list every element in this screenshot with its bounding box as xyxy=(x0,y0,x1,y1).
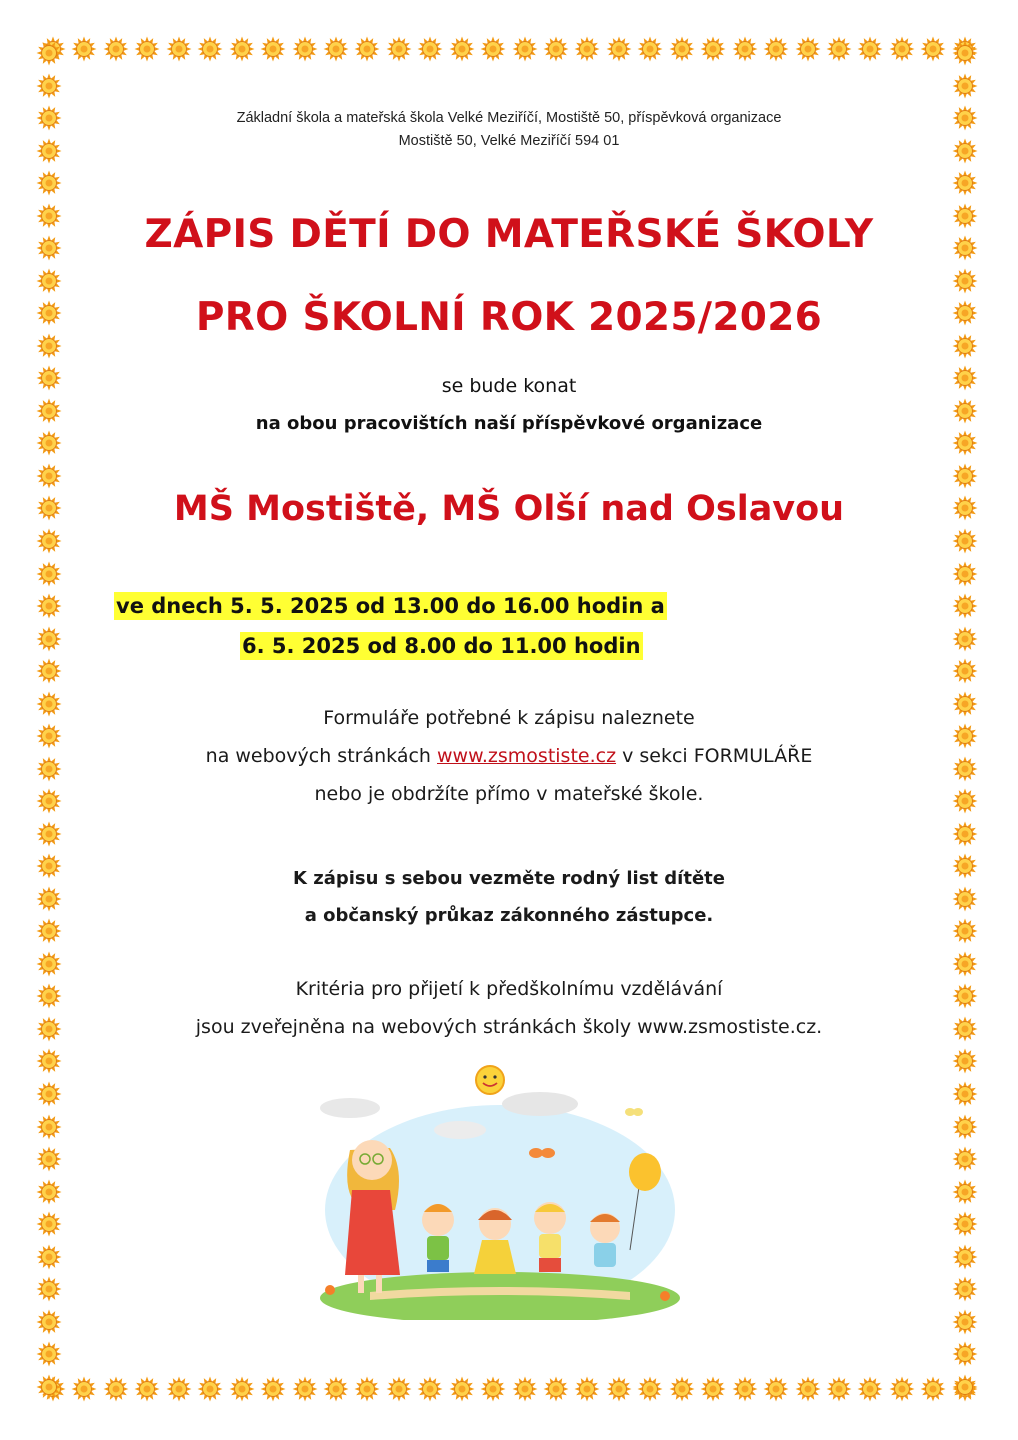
sun-border-icon xyxy=(952,268,978,294)
sun-border-icon xyxy=(952,73,978,99)
intro-org: na obou pracovištích naší příspěvkové organizace xyxy=(255,413,763,434)
cloud xyxy=(502,1092,578,1116)
sun-border-icon xyxy=(952,300,978,326)
sun-border-icon xyxy=(36,918,62,944)
sun-border-icon xyxy=(952,561,978,587)
sun-border-icon xyxy=(952,951,978,977)
sun-border-icon xyxy=(952,593,978,619)
sun-border-icon xyxy=(952,528,978,554)
sun-border-icon xyxy=(36,853,62,879)
sun-border-icon xyxy=(36,398,62,424)
sun-border-icon xyxy=(36,333,62,359)
sun-border-icon xyxy=(36,723,62,749)
sun-border-icon xyxy=(36,300,62,326)
sun-border-icon xyxy=(36,430,62,456)
school-name: Základní škola a mateřská škola Velké Meziříčí, Mostiště 50, příspěvková organizace xyxy=(236,110,782,126)
sun-border-icon xyxy=(952,626,978,652)
sun-border-icon xyxy=(952,788,978,814)
dates-line-2: 6. 5. 2025 od 8.00 do 11.00 hodin xyxy=(242,634,641,658)
sun-border-icon xyxy=(36,951,62,977)
sun-border-icon xyxy=(952,1146,978,1172)
places-heading: MŠ Mostiště, MŠ Olší nad Oslavou xyxy=(173,489,845,529)
sun-border-icon xyxy=(952,821,978,847)
sun-border-icon xyxy=(36,1114,62,1140)
sun-border-icon xyxy=(952,1048,978,1074)
sun-border-icon xyxy=(36,40,62,66)
sun-border-icon xyxy=(36,235,62,261)
butterfly-icon xyxy=(625,1108,643,1116)
flower xyxy=(325,1285,335,1295)
sun-border-icon xyxy=(36,658,62,684)
teacher-figure xyxy=(345,1140,400,1293)
sun-border-icon xyxy=(36,203,62,229)
sun-border-icon xyxy=(36,788,62,814)
sun-border-icon xyxy=(36,365,62,391)
sun-border-icon xyxy=(952,1341,978,1367)
sun-border-icon xyxy=(36,821,62,847)
sun-border-icon xyxy=(36,1146,62,1172)
intro-konat: se bude konat xyxy=(441,375,577,397)
title-line-2: PRO ŠKOLNÍ ROK 2025/2026 xyxy=(195,295,823,340)
sun-border-icon xyxy=(952,105,978,131)
sun-border-icon xyxy=(36,593,62,619)
dates-line-1: ve dnech 5. 5. 2025 od 13.00 do 16.00 hodin a xyxy=(116,594,665,618)
sun-border-icon xyxy=(952,1309,978,1335)
criteria-line-2: jsou zveřejněna na webových stránkách školy www.zsmostiste.cz. xyxy=(195,1016,823,1038)
sun-border-icon xyxy=(36,463,62,489)
sun-border-icon xyxy=(952,1374,978,1400)
sun-border-icon xyxy=(952,203,978,229)
sun-border-icon xyxy=(36,495,62,521)
criteria-line-1: Kritéria pro přijetí k předškolnímu vzdělávání xyxy=(295,978,723,1000)
sun-border-icon xyxy=(36,1244,62,1270)
sun-border-left xyxy=(36,40,66,1400)
sun-border-icon xyxy=(952,691,978,717)
sun-border-icon xyxy=(36,1081,62,1107)
sun-border-icon xyxy=(36,1309,62,1335)
children-illustration xyxy=(310,1060,690,1320)
sun-border-icon xyxy=(952,1114,978,1140)
sun-border-icon xyxy=(952,983,978,1009)
sun-border-icon xyxy=(36,561,62,587)
sun-border-icon xyxy=(952,430,978,456)
cloud xyxy=(320,1098,380,1118)
bring-line-1: K zápisu s sebou vezměte rodný list dítěte xyxy=(293,868,725,889)
forms-line-1: Formuláře potřebné k zápisu naleznete xyxy=(323,707,695,729)
sun-border-icon xyxy=(36,1211,62,1237)
sun-border-icon xyxy=(36,528,62,554)
sun-border-icon xyxy=(952,495,978,521)
sun-border-icon xyxy=(36,138,62,164)
sun-border-icon xyxy=(952,40,978,66)
sun-border-icon xyxy=(952,1016,978,1042)
sun-border-icon xyxy=(952,658,978,684)
sun-border-icon xyxy=(952,170,978,196)
flower xyxy=(660,1291,670,1301)
bring-line-2: a občanský průkaz zákonného zástupce. xyxy=(304,905,714,926)
sun-border-icon xyxy=(952,756,978,782)
sun-border-icon xyxy=(952,333,978,359)
sun-border-icon xyxy=(36,691,62,717)
sun-border-icon xyxy=(952,235,978,261)
sun-border-icon xyxy=(952,1276,978,1302)
forms-line-2-pre: na webových stránkách xyxy=(205,745,437,767)
sun-border-icon xyxy=(36,105,62,131)
sun-border-icon xyxy=(952,886,978,912)
sun-border-icon xyxy=(36,1341,62,1367)
sun-border-icon xyxy=(36,756,62,782)
forms-line-3: nebo je obdržíte přímo v mateřské škole. xyxy=(314,783,704,805)
forms-line-2 xyxy=(70,745,948,767)
sun-border-icon xyxy=(952,398,978,424)
sun-border-icon xyxy=(952,1211,978,1237)
sun-border-icon xyxy=(36,1016,62,1042)
sun-border-icon xyxy=(952,723,978,749)
sun-border-icon xyxy=(952,1179,978,1205)
sun-icon xyxy=(476,1066,504,1094)
sun-border-icon xyxy=(952,138,978,164)
sun-border-right xyxy=(952,40,982,1400)
sun-border-icon xyxy=(36,626,62,652)
sun-border-icon xyxy=(36,1276,62,1302)
sun-border-icon xyxy=(36,268,62,294)
forms-line-2-post: v sekci FORMULÁŘE xyxy=(616,745,813,767)
sun-border-icon xyxy=(36,1374,62,1400)
sun-border-icon xyxy=(952,365,978,391)
sun-border-icon xyxy=(952,1244,978,1270)
school-address: Mostiště 50, Velké Meziříčí 594 01 xyxy=(398,133,620,149)
sun-border-icon xyxy=(36,886,62,912)
sun-border-icon xyxy=(952,918,978,944)
sun-border-icon xyxy=(36,73,62,99)
website-link[interactable]: www.zsmostiste.cz xyxy=(437,745,617,767)
sun-border-icon xyxy=(36,170,62,196)
sun-border-icon xyxy=(36,1179,62,1205)
sun-border-icon xyxy=(952,463,978,489)
cloud xyxy=(434,1121,486,1139)
sun-border-icon xyxy=(952,853,978,879)
title-line-1: ZÁPIS DĚTÍ DO MATEŘSKÉ ŠKOLY xyxy=(144,212,874,257)
sun-border-icon xyxy=(36,983,62,1009)
sun-border-icon xyxy=(952,1081,978,1107)
sun-border-icon xyxy=(36,1048,62,1074)
